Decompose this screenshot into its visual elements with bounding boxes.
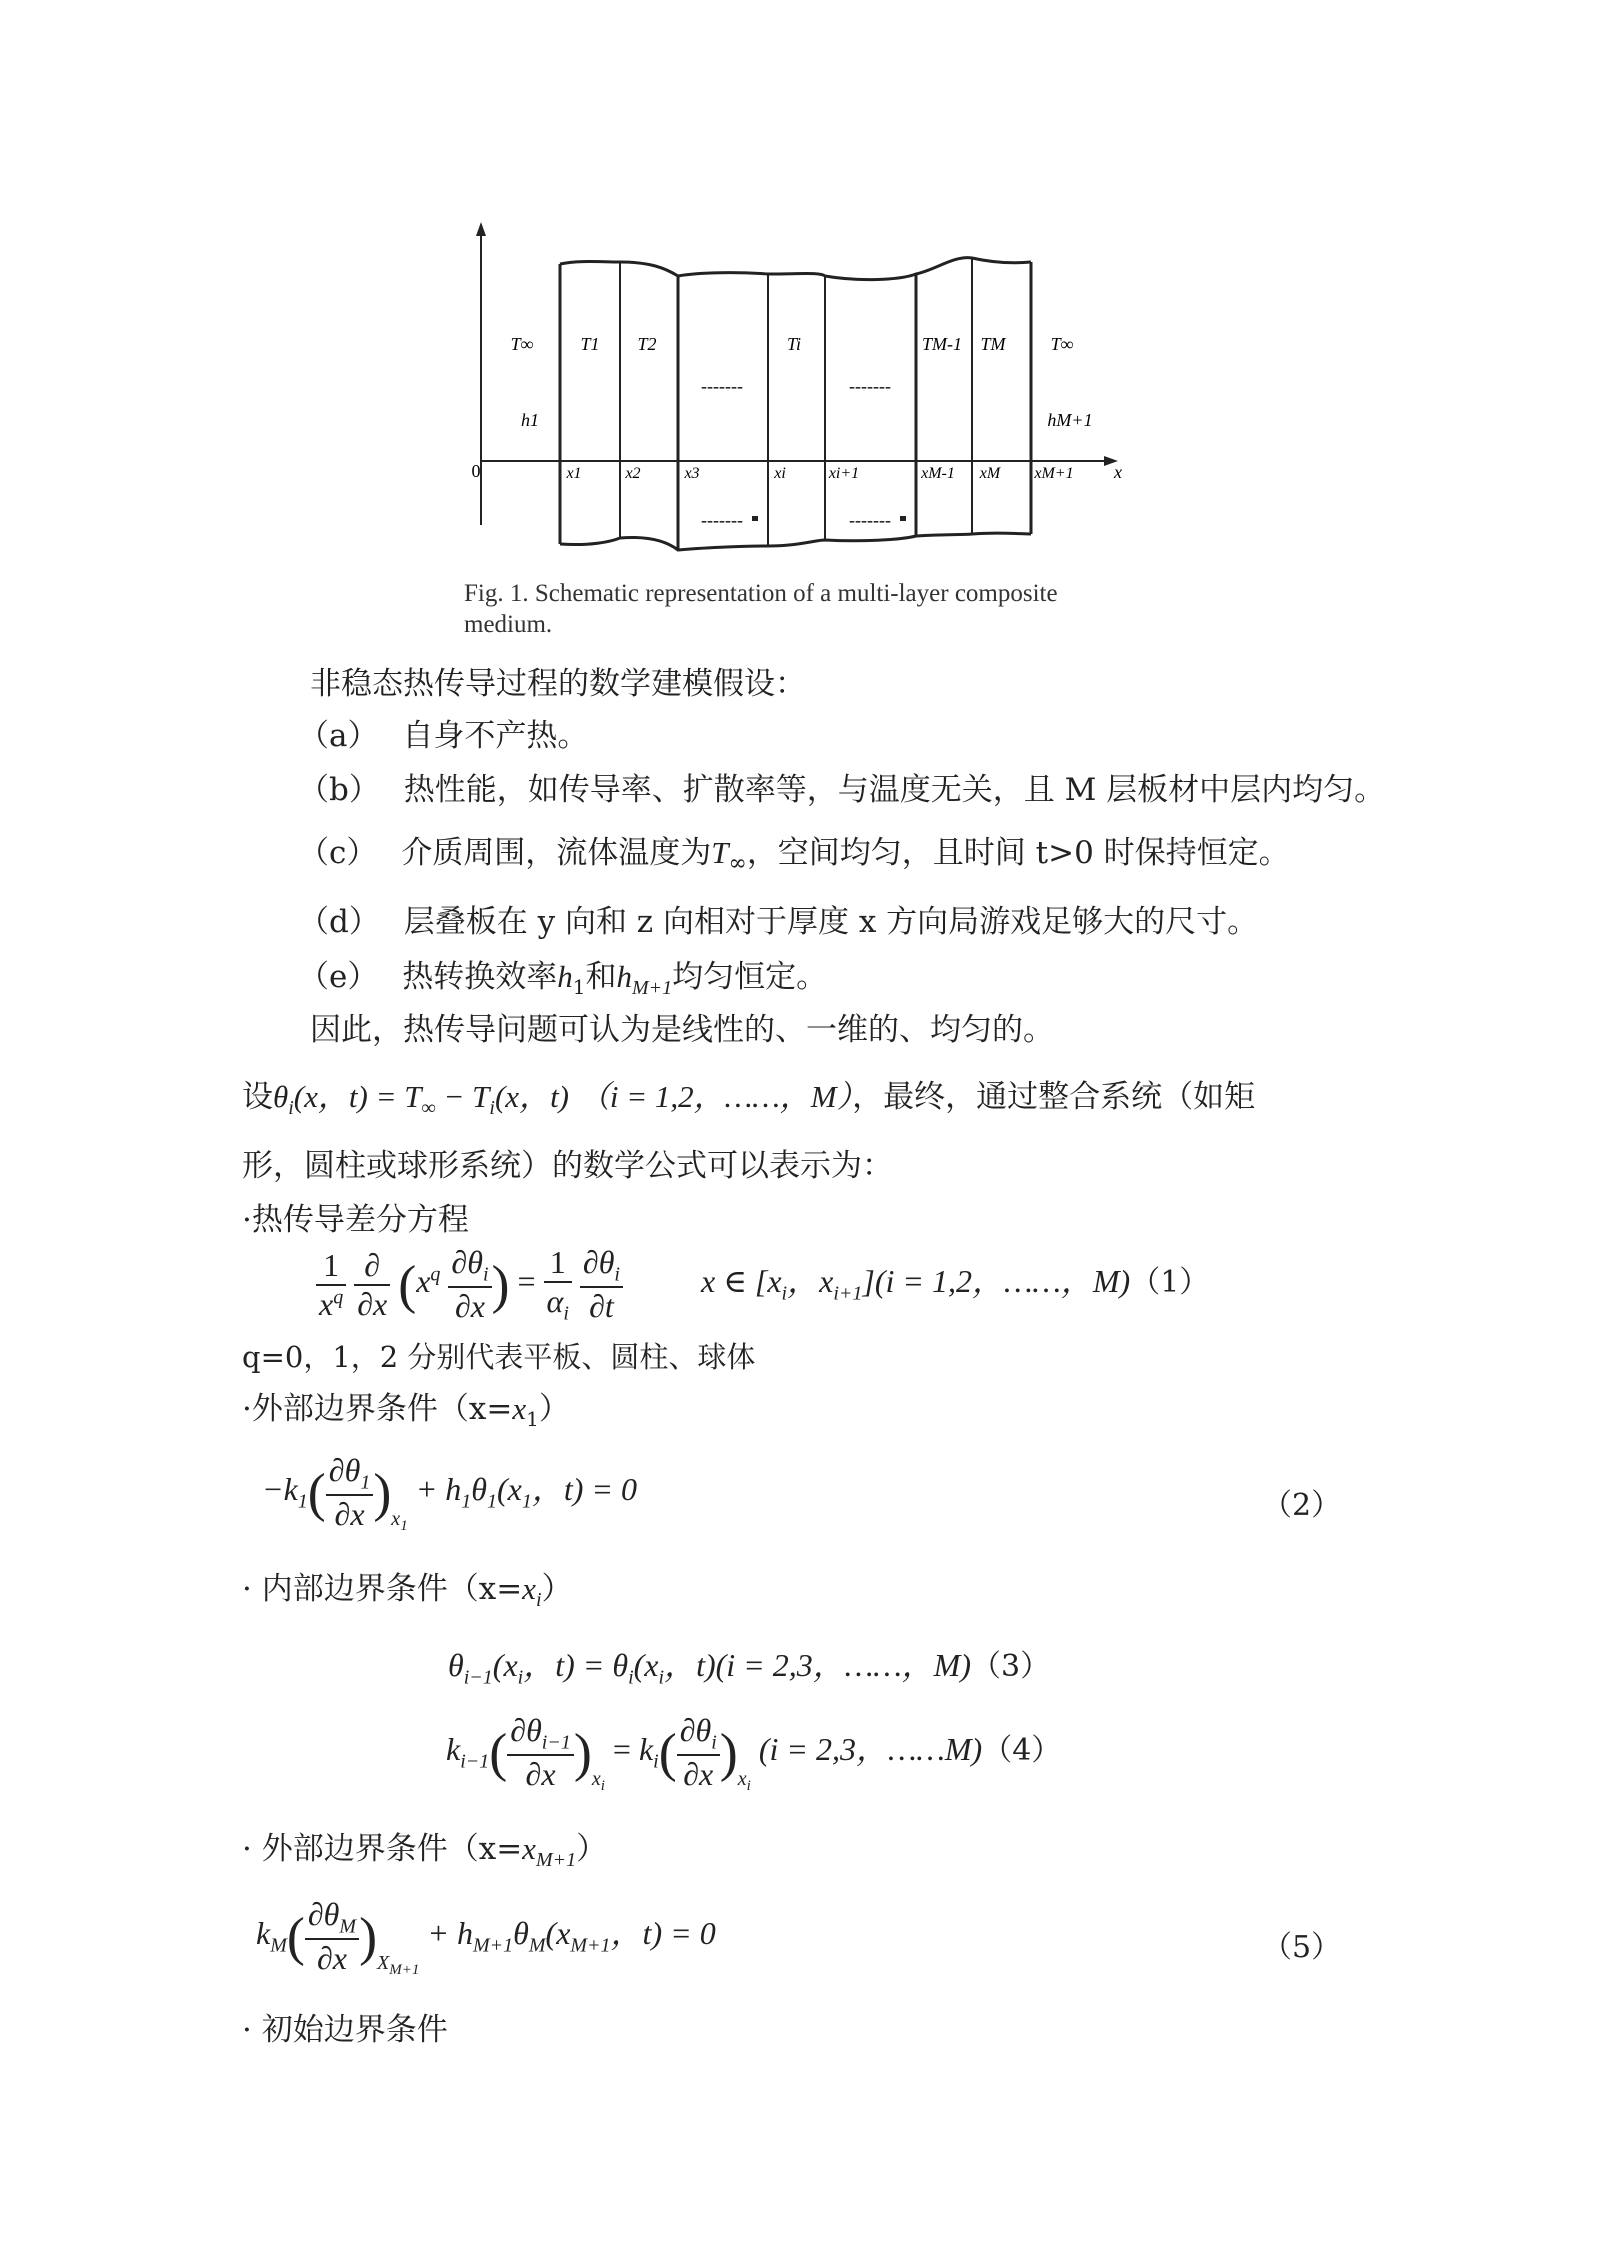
assumption-d-text: 层叠板在 y 向和 z 向相对于厚度 x 方向局游戏足够大的尺寸。: [403, 904, 1259, 940]
caption-line-2: medium.: [464, 611, 553, 639]
equation-4-number: （4）: [982, 1732, 1062, 1768]
bullet-outer-boundary-2-close: ）: [576, 1831, 608, 1867]
equation-3-number: （3）: [970, 1649, 1051, 1684]
label-ti: Ti: [786, 334, 802, 354]
assumption-c: （c） 介质周围，流体温度为$T_\infty$，空间均匀，且时间 t>0 时保持恒定。: [298, 835, 1290, 877]
label-h1: h1: [521, 410, 539, 430]
label-t1: T1: [580, 334, 600, 354]
definition-line-2: 形，圆柱或球形系统）的数学公式可以表示为：: [242, 1148, 893, 1184]
assumption-d-label: （d）: [298, 904, 380, 940]
label-x1: x1: [566, 465, 582, 482]
assumption-d: [298, 904, 1258, 941]
intro-paragraph: 非稳态热传导过程的数学建模假设：: [310, 666, 806, 702]
equation-2-number: （2）: [1262, 1488, 1342, 1523]
assumption-c-text-2: ，空间均匀，且时间 t>0 时保持恒定。: [746, 835, 1290, 871]
label-x2: x2: [625, 465, 641, 482]
bullet-outer-boundary-1-close: ）: [538, 1391, 570, 1427]
equation-5-number: （5）: [1262, 1930, 1342, 1965]
label-tm: TM: [980, 334, 1006, 354]
assumption-b-text: 热性能，如传导率、扩散率等，与温度无关，且 M 层板材中层内均匀。: [403, 772, 1386, 808]
assumption-e-label: （e）: [298, 959, 379, 995]
therefore-paragraph: 因此，热传导问题可认为是线性的、一维的、均匀的。: [310, 1012, 1054, 1048]
label-origin: 0: [471, 461, 481, 481]
label-xm-1: xM-1: [921, 465, 955, 482]
label-xm+1: xM+1: [1034, 465, 1074, 482]
dashes-right: -------: [849, 376, 891, 396]
bullet-inner-boundary-text: · 内部边界条件（x=: [242, 1571, 523, 1607]
bullet-initial-condition: · 初始边界条件: [242, 2012, 448, 2048]
bullet-inner-boundary-close: ）: [541, 1571, 573, 1607]
definition-line: 设$\theta_i(x$，$t) = T_\infty - T_i(x$，t) （i = 1,2，……，M），最终，通过整合系统（如矩: [242, 1079, 1256, 1120]
label-xi: xi: [774, 465, 786, 482]
bullet-outer-boundary-2: · 外部边界条件$(x=x_{M+1})$: [242, 1831, 608, 1872]
assumption-c-text-1: 介质周围，流体温度为: [401, 835, 712, 871]
caption-line-1: Fig. 1. Schematic representation of a multi-layer composite: [464, 580, 1058, 607]
dashes-left: -------: [701, 376, 743, 396]
assumption-a-text: 自身不产热。: [402, 718, 589, 754]
label-xm: xM: [979, 465, 1001, 482]
label-xi1: xi+1: [828, 465, 860, 482]
definition-prefix: 设: [242, 1079, 273, 1115]
equation-2: $-k_1$( $\frac{\partial\theta_1}{\partial x}$ )$_{x_1} + h_1\theta_1(x_1$，t) = 0: [262, 1452, 638, 1535]
label-t-inf-right: T∞: [1050, 334, 1074, 354]
label-t2: T2: [637, 334, 657, 354]
assumption-e: （e） 热转换效率$h_1$和$h_{M+1}$均匀恒定。: [298, 959, 828, 1000]
figure-caption: [464, 578, 1058, 641]
bullet-heat-equation: ·热传导差分方程: [242, 1202, 469, 1238]
equation-5: $k_M$( $\frac{\partial\theta_M}{\partial x}$ )$_{X_{M+1}} + h_{M+1}\theta_M(x_{M+1}$，t) = 0: [256, 1896, 716, 1979]
bullet-inner-boundary: · 内部边界条件$(x=x_i)$: [242, 1571, 573, 1612]
bullet-outer-boundary-1-text: ·外部边界条件（x=: [242, 1391, 513, 1427]
assumption-b: [298, 772, 1385, 809]
equation-1-number: （1）: [1130, 1264, 1210, 1300]
assumption-e-text-3: 均匀恒定。: [672, 959, 828, 995]
assumption-e-text-1: 热转换效率: [402, 959, 558, 995]
equation-3: $\theta_{i-1}(x_i$，$t) = \theta_i(x_i$，t)(i = 2,3，……，M)（3）: [448, 1647, 1051, 1689]
assumption-e-text-2: 和: [585, 959, 617, 995]
bullet-outer-boundary-1: ·外部边界条件$(x=x_1)$: [242, 1391, 570, 1432]
assumption-a-label: （a）: [298, 718, 379, 754]
label-t-inf-left: T∞: [510, 334, 534, 354]
label-x3: x3: [684, 465, 700, 482]
definition-suffix: ，最终，通过整合系统（如矩: [852, 1079, 1256, 1115]
q-explanation: q=0，1，2 分别代表平板、圆柱、球体: [242, 1340, 756, 1374]
dashes-bottom-left: -------: [701, 510, 743, 530]
equation-1: $\frac{1}{x^q}$ $\frac{\partial}{\partial x}$ ($x^q$ $\frac{\partial\theta_i}{\partial x}$ ) = $\frac{1}{\alpha_i}$ $\frac{\partial\theta_i}{\partial t}$ x ∈ [$x_i$，$x_{i+1}](i = 1,2$，……，M)（1）: [316, 1244, 1209, 1325]
assumption-a: [298, 718, 588, 755]
label-hm1: hM+1: [1047, 410, 1093, 430]
dashes-bottom-right: -------: [849, 510, 891, 530]
label-x-axis: x: [1114, 462, 1122, 482]
assumption-c-label: （c）: [298, 835, 378, 871]
equation-4: $k_{i-1}$( $\frac{\partial\theta_{i-1}}{\partial x}$ )$_{x_i} = k_i$( $\frac{\partial\theta_i}{\partial x}$ )$_{x_i}$ (i = 2,3，……M)（4）: [446, 1712, 1062, 1795]
assumption-b-label: （b）: [298, 772, 380, 808]
composite-medium-figure: [0, 0, 1599, 640]
label-tm-1: TM-1: [922, 334, 962, 354]
bullet-outer-boundary-2-text: · 外部边界条件（x=: [242, 1831, 523, 1867]
